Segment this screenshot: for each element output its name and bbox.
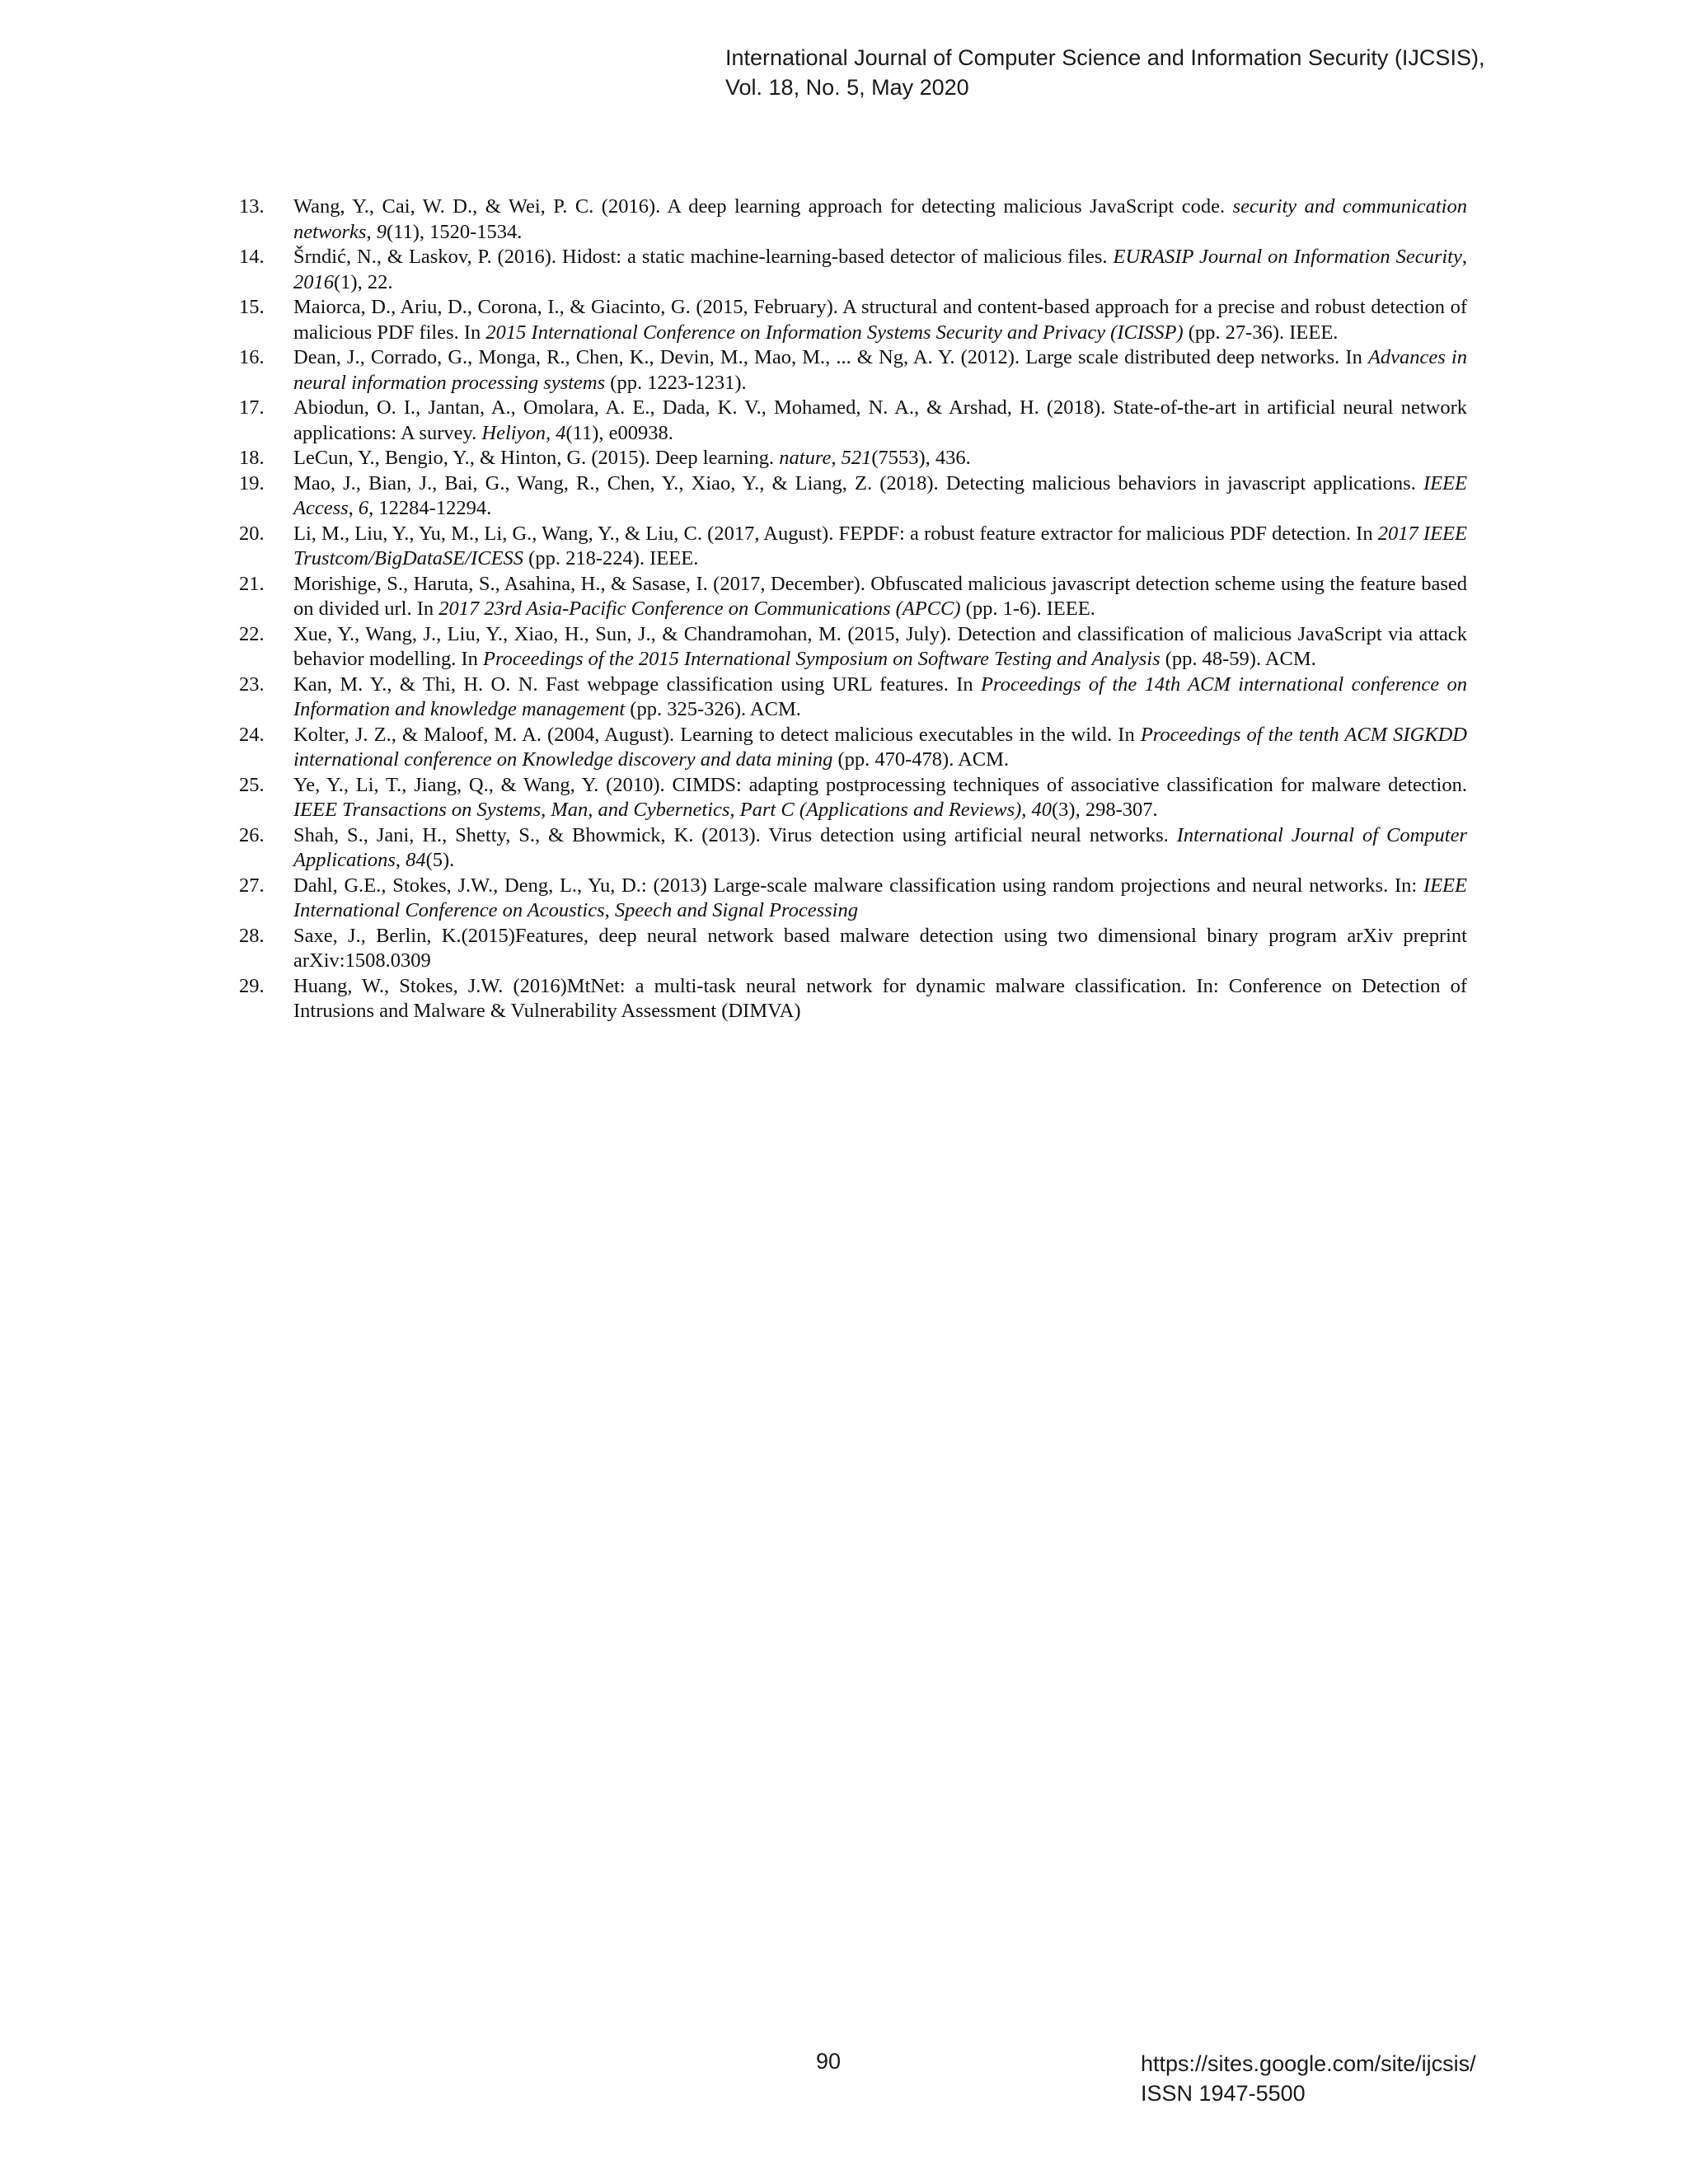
reference-text (293, 523, 1467, 570)
reference-text (293, 774, 1467, 822)
reference-segment: (11), e00938. (565, 421, 673, 444)
reference-text (293, 296, 1467, 344)
reference-segment: Shah, S., Jani, H., Shetty, S., & Bhowmick, K. (2013). Virus detection using artificial neural networks. (293, 823, 1177, 846)
reference-segment: , (1461, 246, 1467, 268)
reference-number: 20. (239, 522, 265, 545)
reference-text (293, 975, 1467, 1023)
reference-segment: , 12284-12294. (368, 497, 492, 519)
reference-number: 16. (239, 346, 265, 368)
reference-segment: (pp. 218-224). IEEE. (523, 547, 699, 569)
reference-text (293, 724, 1467, 771)
reference-italic-segment: 521 (841, 447, 872, 469)
reference-segment: Ye, Y., Li, T., Jiang, Q., & Wang, Y. (2010). CIMDS: adapting postprocessing techniques of associative classification for malware detection. (293, 773, 1467, 796)
reference-number: 25. (239, 773, 265, 796)
reference-segment: Li, M., Liu, Y., Yu, M., Li, G., Wang, Y., & Liu, C. (2017, August). FEPDF: a robust feature extractor for malicious PDF detection. In (293, 522, 1378, 545)
reference-italic-segment: 2015 International Conference on Information Systems Security and Privacy (ICISSP) (485, 321, 1184, 344)
reference-italic-segment: 9 (376, 220, 387, 243)
reference-item (239, 572, 1467, 622)
footer-issn: ISSN 1947-5500 (1141, 2081, 1306, 2106)
reference-segment: (pp. 48-59). ACM. (1160, 648, 1316, 670)
reference-item (239, 446, 1467, 471)
reference-segment: LeCun, Y., Bengio, Y., & Hinton, G. (2015). Deep learning. (293, 447, 780, 469)
reference-item (239, 924, 1467, 974)
reference-text (293, 346, 1467, 394)
reference-item (239, 974, 1467, 1024)
reference-number: 18. (239, 447, 265, 469)
reference-number: 23. (239, 673, 265, 696)
reference-segment: Morishige, S., Haruta, S., Asahina, H., & Sasase, I. (2017, December). Obfuscated malicious javascript detection scheme using the feature based on divided url. In (293, 572, 1467, 620)
reference-segment: Wang, Y., Cai, W. D., & Wei, P. C. (2016). A deep learning approach for detecting malicious JavaScript code. (293, 195, 1233, 218)
reference-segment: Dean, J., Corrado, G., Monga, R., Chen, K., Devin, M., Mao, M., ... & Ng, A. Y. (2012). Large scale distributed deep networks. In (293, 346, 1368, 368)
reference-number: 27. (239, 874, 265, 897)
reference-segment: Saxe, J., Berlin, K.(2015)Features, deep neural network based malware detection using two dimensional binary program arXiv preprint arXiv:1508.0309 (293, 924, 1467, 972)
reference-text (293, 673, 1467, 721)
reference-text (293, 472, 1467, 520)
footer-url: https://sites.google.com/site/ijcsis/ (1141, 2051, 1476, 2076)
reference-text (293, 824, 1467, 872)
reference-segment: , (545, 421, 556, 444)
reference-list (239, 194, 1467, 1024)
journal-volume-line: Vol. 18, No. 5, May 2020 (725, 75, 969, 100)
reference-number: 17. (239, 396, 265, 419)
reference-segment: (pp. 470-478). ACM. (832, 748, 1010, 771)
reference-item (239, 471, 1467, 522)
reference-number: 29. (239, 974, 265, 997)
reference-number: 21. (239, 572, 265, 595)
reference-number: 15. (239, 296, 265, 318)
reference-segment: , (831, 447, 842, 469)
reference-segment: , (395, 849, 406, 871)
reference-italic-segment: 84 (406, 849, 426, 871)
reference-text (293, 195, 1467, 243)
reference-text (293, 874, 1467, 922)
reference-italic-segment: Heliyon (481, 421, 546, 444)
reference-segment: (pp. 27-36). IEEE. (1183, 321, 1339, 344)
reference-italic-segment: Advances in neural information processing systems (293, 346, 1467, 394)
reference-italic-segment: Proceedings of the 14th ACM international conference on Information and knowledge management (293, 673, 1467, 720)
reference-segment: Kan, M. Y., & Thi, H. O. N. Fast webpage classification using URL features. In (293, 673, 981, 696)
reference-segment: , (1021, 799, 1032, 821)
reference-segment: (pp. 1-6). IEEE. (960, 598, 1095, 620)
reference-item (239, 874, 1467, 924)
reference-segment: (7553), 436. (871, 447, 971, 469)
reference-italic-segment: security and communication networks (293, 195, 1467, 243)
reference-segment: (11), 1520-1534. (386, 220, 523, 243)
reference-text (293, 925, 1467, 972)
reference-segment: (pp. 1223-1231). (605, 371, 747, 394)
reference-segment: Kolter, J. Z., & Maloof, M. A. (2004, August). Learning to detect malicious executables in the wild. In (293, 723, 1141, 746)
reference-segment: Huang, W., Stokes, J.W. (2016)MtNet: a multi-task neural network for dynamic malware classification. In: Conference on Detection of Intrusions and Malware & Vulnerability Assessment (DIMVA) (293, 974, 1467, 1022)
reference-segment: , (366, 220, 377, 243)
reference-number: 26. (239, 823, 265, 846)
reference-segment: Mao, J., Bian, J., Bai, G., Wang, R., Chen, Y., Xiao, Y., & Liang, Z. (2018). Detecting malicious behaviors in javascript applications. (293, 471, 1423, 494)
reference-italic-segment: IEEE Access (293, 471, 1467, 519)
reference-item (239, 773, 1467, 823)
reference-italic-segment: nature (779, 447, 832, 469)
reference-item (239, 622, 1467, 673)
reference-italic-segment: 6 (358, 497, 369, 519)
reference-text (293, 623, 1467, 671)
reference-number: 13. (239, 195, 265, 218)
reference-segment: Xue, Y., Wang, J., Liu, Y., Xiao, H., Sun, J., & Chandramohan, M. (2015, July). Detection and classification of malicious JavaScript via attack behavior modelling. In (293, 622, 1467, 670)
reference-segment: , (348, 497, 359, 519)
reference-italic-segment: International Journal of Computer Applications (293, 823, 1467, 871)
reference-text (293, 447, 971, 469)
reference-number: 14. (239, 246, 265, 268)
reference-italic-segment: Proceedings of the tenth ACM SIGKDD international conference on Knowledge discovery and data mining (293, 723, 1468, 771)
reference-italic-segment: 40 (1031, 799, 1053, 821)
reference-segment: (3), 298-307. (1052, 799, 1158, 821)
reference-italic-segment: 2016 (293, 270, 334, 293)
reference-item (239, 823, 1467, 874)
reference-segment: Maiorca, D., Ariu, D., Corona, I., & Giacinto, G. (2015, February). A structural and content-based approach for a precise and robust detection of malicious PDF files. In (293, 296, 1467, 344)
reference-number: 28. (239, 924, 265, 947)
reference-item (239, 723, 1467, 773)
reference-item (239, 673, 1467, 723)
page-number: 90 (816, 2049, 842, 2074)
running-header (725, 43, 1550, 102)
reference-text (293, 396, 1467, 444)
reference-number: 19. (239, 471, 265, 494)
reference-segment: Šrndić, N., & Laskov, P. (2016). Hidost: a static machine-learning-based detector of malicious files. (293, 246, 1114, 268)
reference-text (293, 573, 1467, 621)
reference-item (239, 396, 1467, 446)
reference-item (239, 295, 1467, 345)
reference-item (239, 522, 1467, 572)
reference-segment: (pp. 325-326). ACM. (625, 698, 801, 720)
reference-segment: Abiodun, O. I., Jantan, A., Omolara, A. E., Dada, K. V., Mohamed, N. A., & Arshad, H. (2018). State-of-the-art in artificial neural network applications: A survey. (293, 396, 1467, 444)
reference-number: 24. (239, 723, 265, 746)
journal-title-line: International Journal of Computer Science and Information Security (IJCSIS), (725, 45, 1485, 70)
reference-item (239, 345, 1467, 396)
reference-segment: Dahl, G.E., Stokes, J.W., Deng, L., Yu, D.: (2013) Large-scale malware classification using random projections and neural networks. In: (293, 874, 1423, 897)
reference-item (239, 245, 1467, 295)
reference-italic-segment: 4 (556, 421, 566, 444)
reference-segment: (5). (425, 849, 455, 871)
footer-info (1141, 2049, 1476, 2108)
reference-text (293, 246, 1467, 293)
reference-italic-segment: EURASIP Journal on Information Security (1113, 246, 1462, 268)
reference-italic-segment: Proceedings of the 2015 International Symposium on Software Testing and Analysis (482, 648, 1160, 670)
reference-number: 22. (239, 622, 265, 645)
reference-italic-segment: IEEE International Conference on Acoustics, Speech and Signal Processing (293, 874, 1467, 921)
reference-italic-segment: 2017 23rd Asia-Pacific Conference on Communications (APCC) (438, 598, 961, 620)
reference-italic-segment: IEEE Transactions on Systems, Man, and Cybernetics, Part C (Applications and Reviews) (293, 799, 1022, 821)
reference-segment: (1), 22. (334, 270, 393, 293)
reference-italic-segment: 2017 IEEE Trustcom/BigDataSE/ICESS (293, 522, 1467, 569)
reference-item (239, 194, 1467, 245)
